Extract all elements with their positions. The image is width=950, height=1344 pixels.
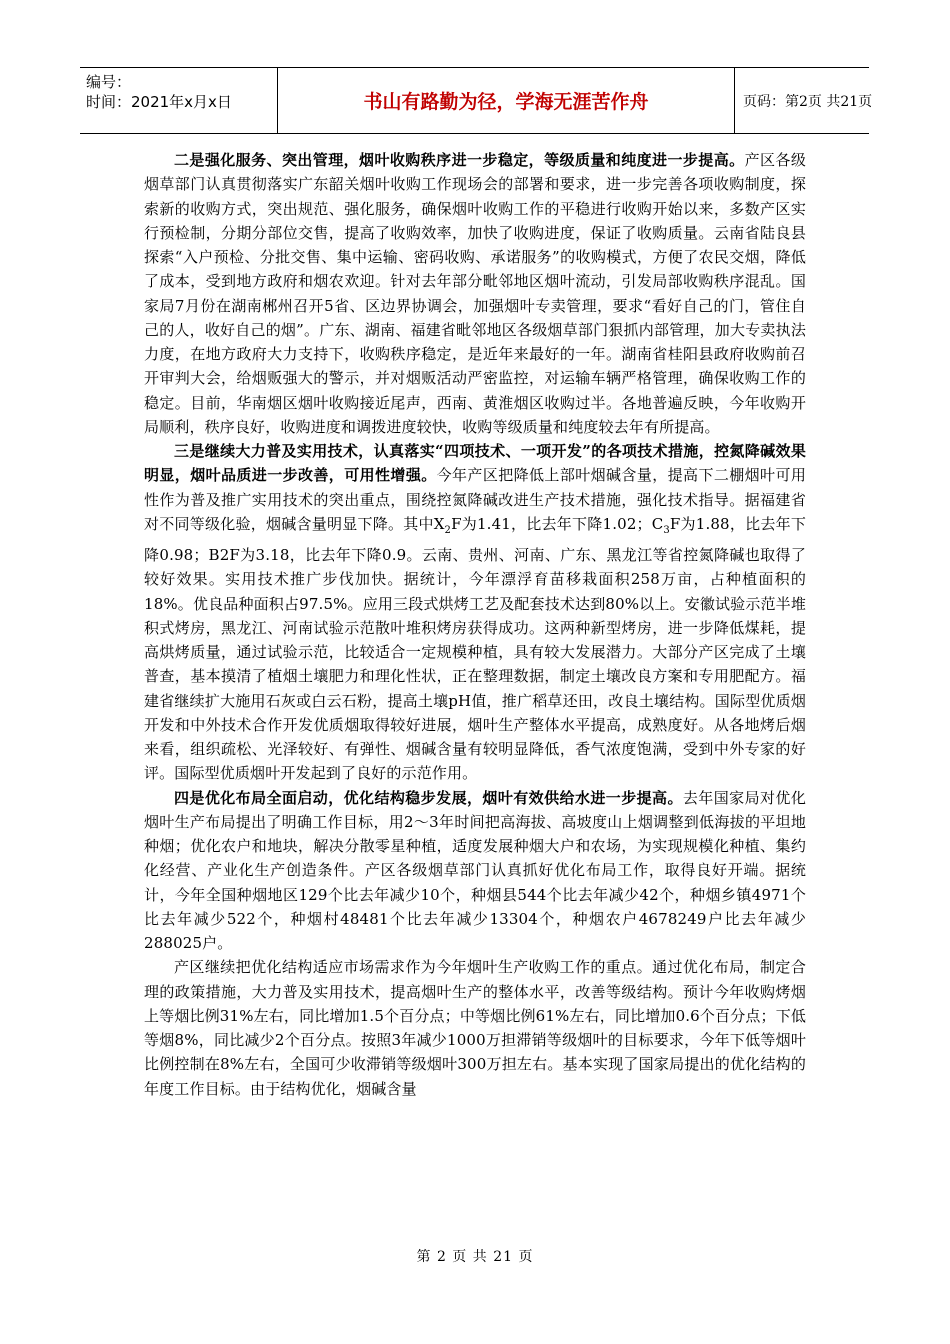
header-table xyxy=(80,67,873,134)
date-label: 时间：2021年x月x日 xyxy=(86,93,232,111)
subscript: 3 xyxy=(663,524,670,536)
subscript: 2 xyxy=(444,524,452,536)
paragraph-structure xyxy=(144,955,806,1101)
document-body xyxy=(144,148,806,1101)
serial-label: 编号： xyxy=(86,73,132,91)
paragraph-text: F为1.88，比去年下降0.98；B2F为3.18，比去年下降0.9。云南、贵州、河南、广东、黑龙江等省控氮降碱也取得了较好效果。实用技术推广步伐加快。据统计，今年漂浮育苗移栽面积258万亩，占种植面积的18%。优良品种面积占97.5%。应用三段式烘烤工艺及配套技术达到80%以上。安徽试验示范半堆积式烤房，黑龙江、河南试验示范散叶堆积烤房获得成功。这两种新型烤房，进一步降低煤耗，提高烘烤质量，通过试验示范，比较适合一定规模种植，具有较大发展潜力。大部分产区完成了土壤普查，基本摸清了植烟土壤肥力和理化性状，正在整理数据，制定土壤改良方案和专用肥配方。福建省继续扩大施用石灰或白云石粉，提高土壤pH值，推广稻草还田，改良土壤结构。国际型优质烟开发和中外技术合作开发优质烟取得较好进展，烟叶生产整体水平提高，成熟度好。从各地烤后烟来看，组织疏松、光泽较好、有弹性、烟碱含量有较明显降低，香气浓度饱满，受到中外专家的好评。国际型优质烟叶开发起到了良好的示范作用。 xyxy=(144,514,806,783)
paragraph-text: 去年国家局对优化烟叶生产布局提出了明确工作目标，用2～3年时间把高海拔、高坡度山上烟调整到低海拔的平坦地种烟；优化农户和地块，解决分散零星种植，适度发展种烟大户和农场，为实现规模化种植、集约化经营、产业化生产创造条件。产区各级烟草部门认真抓好优化布局工作，取得良好开端。据统计，今年全国种烟地区129个比去年减少10个，种烟县544个比去年减少42个，种烟乡镇4971个比去年减少522个，种烟村48481个比去年减少13304个，种烟农户4678249户比去年减少288025户。 xyxy=(144,788,806,952)
motto: 书山有路勤为径，学海无涯苦作舟 xyxy=(278,68,735,133)
paragraph-heading: 二是强化服务、突出管理，烟叶收购秩序进一步稳定，等级质量和纯度进一步提高。 xyxy=(174,151,745,169)
paragraph-text: 产区各级烟草部门认真贯彻落实广东韶关烟叶收购工作现场会的部署和要求，进一步完善各项收购制度，探索新的收购方式，突出规范、强化服务，确保烟叶收购工作的平稳进行收购开始以来，多数产区实行预检制，分期分部位交售，提高了收购效率，加快了收购进度，保证了收购质量。云南省陆良县探索“入户预检、分批交售、集中运输、密码收购、承诺服务”的收购模式，方便了农民交烟，降低了成本，受到地方政府和烟农欢迎。针对去年部分毗邻地区烟叶流动，引发局部收购秩序混乱。国家局7月份在湖南郴州召开5省、区边界协调会，加强烟叶专卖管理，要求“看好自己的门，管住自己的人，收好自己的烟”。广东、湖南、福建省毗邻地区各级烟草部门狠抓内部管理，加大专卖执法力度，在地方政府大力支持下，收购秩序稳定，是近年来最好的一年。湖南省桂阳县政府收购前召开审判大会，给烟贩强大的警示，并对烟贩活动严密监控，对运输车辆严格管理，确保收购工作的稳定。目前，华南烟区烟叶收购接近尾声，西南、黄淮烟区收购过半。各地普遍反映，今年收购开局顺利，秩序良好，收购进度和调拨进度较快，收购等级质量和纯度较去年有所提高。 xyxy=(144,151,806,436)
paragraph-heading: 三是继续大力普及实用技术，认真落实“四项技术、一项开发”的各项技术措施，控氮降碱效果明显，烟叶品质进一步改善，可用性增强。 xyxy=(144,442,806,485)
paragraph-text: F为1.41，比去年下降1.02；C xyxy=(451,514,664,533)
paragraph-layout xyxy=(144,786,806,956)
paragraph-technology xyxy=(144,439,806,786)
paragraph-text: 产区继续把优化结构适应市场需求作为今年烟叶生产收购工作的重点。通过优化布局，制定合理的政策措施，大力普及实用技术，提高烟叶生产的整体水平，改善等级结构。预计今年收购烤烟上等烟比例31%左右，同比增加1.5个百分点；中等烟比例61%左右，同比增加0.6个百分点；下低等烟8%，同比减少2个百分点。按照3年减少1000万担滞销等级烟叶的目标要求，今年下低等烟叶比例控制在8%左右，全国可少收滞销等级烟叶300万担左右。基本实现了国家局提出的优化结构的年度工作目标。由于结构优化，烟碱含量 xyxy=(144,958,806,1098)
page-footer: 第 2 页 共 21 页 xyxy=(416,1249,534,1265)
paragraph-text: 今年产区把降低上部叶烟碱含量，提高下二棚烟叶可用性作为普及推广实用技术的突出重点，围绕控氮降碱改进生产技术措施，强化技术指导。据福建省对不同等级化验，烟碱含量明显下降。其中X xyxy=(144,466,806,533)
paragraph-service xyxy=(144,148,806,439)
paragraph-heading: 四是优化布局全面启动，优化结构稳步发展，烟叶有效供给水进一步提高。 xyxy=(174,788,683,807)
page-info: 页码：第2页 共21页 xyxy=(743,93,873,110)
header-meta-cell xyxy=(80,68,278,133)
